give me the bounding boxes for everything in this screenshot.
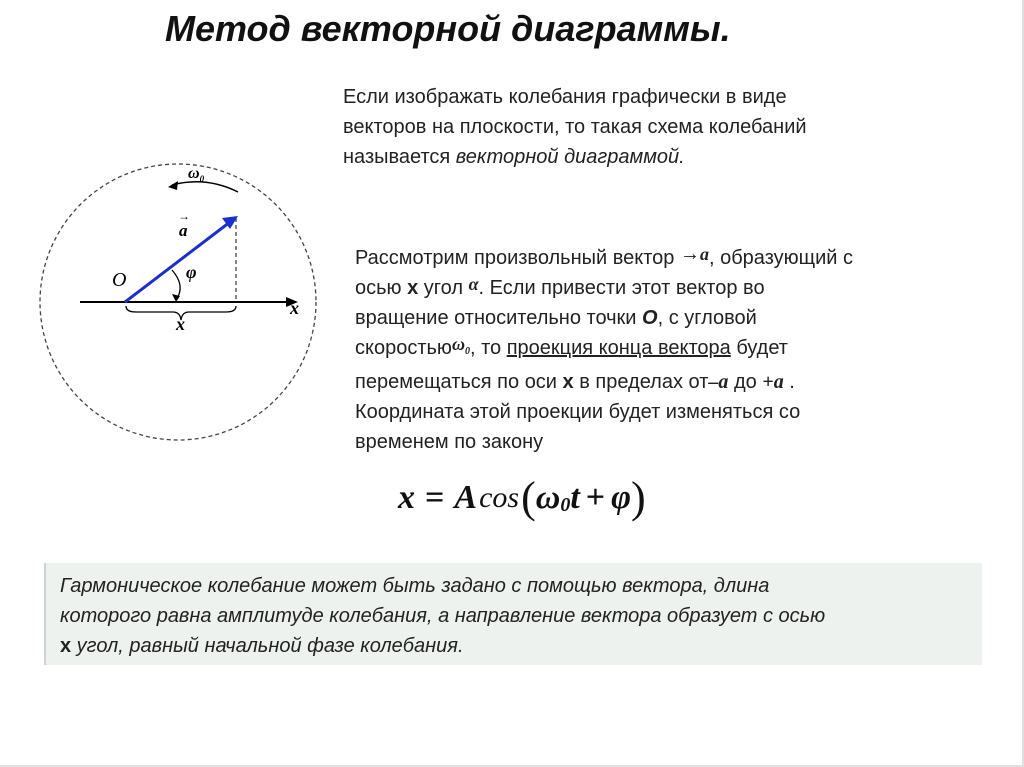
text: до (733, 371, 757, 393)
summary-line-2: которого равна амплитуде колебания, а направление вектора образует с осью (60, 605, 826, 627)
alpha-symbol: α (468, 274, 479, 294)
omega-subscript: 0 (464, 346, 470, 357)
text: . (789, 371, 795, 393)
text: будет (736, 337, 788, 359)
harmonic-formula (398, 472, 646, 523)
vector-diagram (30, 150, 320, 470)
text: осью (355, 277, 402, 299)
origin-label: O (112, 269, 127, 291)
intro-paragraph (343, 82, 923, 172)
text: скоростью (355, 337, 452, 359)
rotation-arc (172, 182, 238, 192)
vector-letter: a (699, 244, 709, 264)
vector-label-arrow: → (178, 209, 190, 223)
summary-text (60, 571, 968, 661)
projection-label: x (176, 314, 185, 334)
formula-close-paren: ) (631, 473, 646, 522)
rotating-vector (125, 222, 230, 302)
page-title: Метод векторной диаграммы. (165, 8, 731, 49)
text: вращение относительно точки (355, 307, 637, 329)
omega-label: $\omega_0$ (188, 165, 205, 184)
vector-a-symbol (680, 244, 709, 264)
axis-x-symbol: x (60, 635, 72, 657)
text: временем по закону (355, 431, 544, 453)
term-vector-diagram: векторной диаграммой. (455, 146, 685, 168)
intro-line-2: векторов на плоскости, то такая схема колебаний (343, 116, 807, 138)
intro-line-3: называется (343, 146, 456, 168)
formula-cos: cos (479, 480, 520, 514)
axis-label: x (290, 298, 299, 318)
formula-phi: φ (611, 478, 632, 516)
formula-plus: + (585, 478, 606, 516)
text: , то (469, 337, 502, 359)
minus-a-symbol: –a (708, 371, 729, 393)
vector-label: a (179, 221, 188, 240)
text: . Если привести этот вектор во (478, 277, 765, 299)
text: , с угловой (657, 307, 757, 329)
formula-equals: = (425, 478, 445, 516)
explanation-paragraph (355, 243, 975, 457)
point-o-symbol: O (642, 307, 658, 329)
formula-omega: ω (535, 478, 561, 516)
summary-note (44, 563, 982, 665)
formula-amplitude: A (454, 478, 478, 516)
text: угол (423, 277, 464, 299)
text: Координата этой проекции будет изменяться со (355, 401, 801, 423)
omega-letter: ω (451, 334, 465, 354)
text: перемещаться по оси (355, 371, 557, 393)
summary-line-3: угол, равный начальной фазе колебания. (71, 635, 464, 657)
axis-x-symbol: x (407, 277, 419, 299)
text: в пределах от (579, 371, 709, 393)
omega-symbol (451, 334, 470, 357)
formula-t: t (570, 478, 580, 516)
text: Рассмотрим произвольный вектор (355, 247, 675, 269)
text: , образующий с (708, 247, 853, 269)
formula-omega-sub: 0 (560, 494, 571, 516)
angle-label: φ (186, 262, 197, 282)
axis-x-symbol: x (562, 371, 574, 393)
rotation-arrowhead (168, 181, 178, 190)
plus-a-symbol: +a (762, 371, 784, 393)
formula-x: x (398, 478, 415, 516)
intro-line-1: Если изображать колебания графически в виде (343, 86, 787, 108)
projection-phrase: проекция конца вектора (506, 337, 731, 359)
summary-line-1: Гармоническое колебание может быть задано с помощью вектора, длина (60, 575, 770, 597)
formula-open-paren: ( (521, 473, 536, 522)
vector-arrow: → (679, 243, 700, 265)
